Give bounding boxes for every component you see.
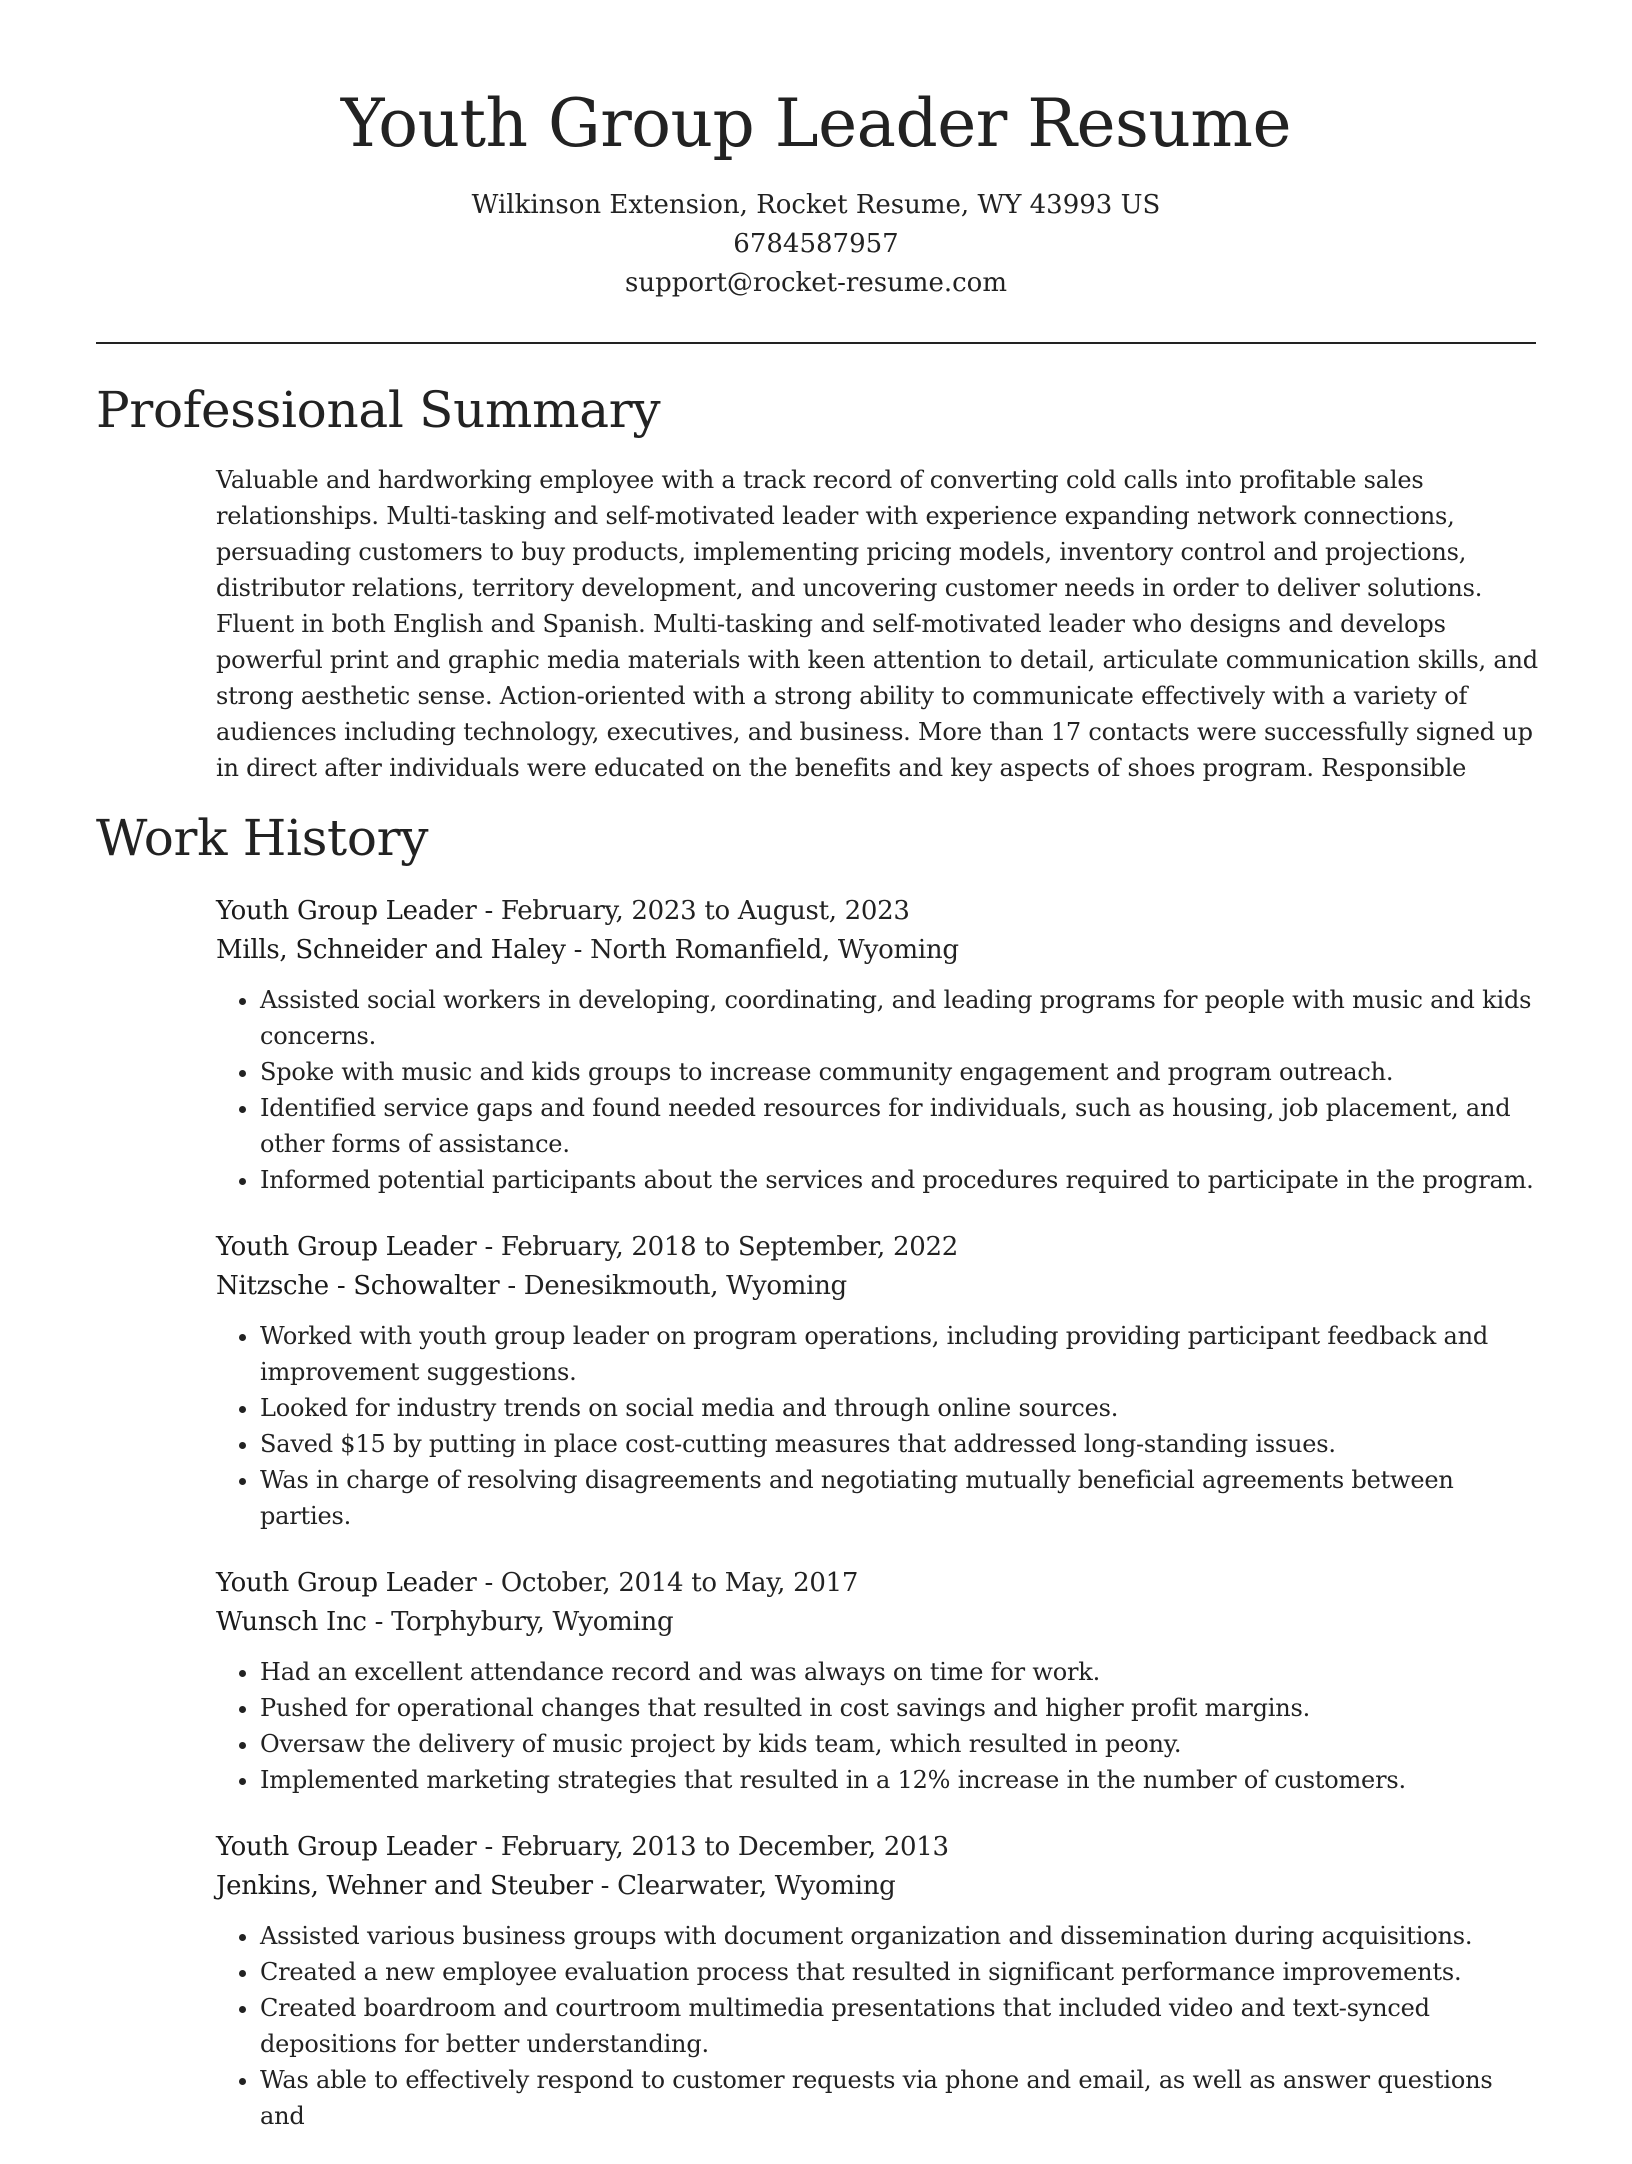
job-company-line: Nitzsche - Schowalter - Denesikmouth, Wyoming	[216, 1271, 847, 1301]
job-title-line: Youth Group Leader - February, 2023 to August, 2023	[216, 896, 910, 926]
job-dates: October, 2014 to May, 2017	[500, 1568, 859, 1598]
header-divider	[96, 342, 1536, 344]
job-title-line: Youth Group Leader - February, 2018 to September, 2022	[216, 1232, 958, 1262]
job-location: Clearwater, Wyoming	[617, 1871, 896, 1901]
work-history-list	[216, 892, 1540, 2164]
job-bullet: • Was able to effectively respond to customer requests via phone and email, as well as answer questions and	[260, 2062, 1540, 2134]
job-dates: February, 2018 to September, 2022	[500, 1232, 958, 1262]
job-bullet: • Informed potential participants about the services and procedures required to participate in the program.	[260, 1162, 1540, 1198]
job-bullet: • Created boardroom and courtroom multimedia presentations that included video and text-synced depositions for better understanding.	[260, 1990, 1540, 2062]
job-bullet: • Assisted social workers in developing, coordinating, and leading programs for people with music and kids concerns.	[260, 982, 1540, 1054]
job-company: Jenkins, Wehner and Steuber	[216, 1871, 593, 1901]
resume-header	[96, 80, 1536, 303]
job-bullet: • Identified service gaps and found needed resources for individuals, such as housing, job placement, and other forms of assistance.	[260, 1090, 1540, 1162]
job-title: Youth Group Leader	[216, 1232, 477, 1262]
job-location: Denesikmouth, Wyoming	[523, 1271, 847, 1301]
job-entry	[216, 1564, 1540, 1798]
summary-text: Valuable and hardworking employee with a track record of converting cold calls into profitable sales relationships. Multi-tasking and self-motivated leader with experience expanding network connections, persuading customers to buy products, implementing pricing models, inventory control and projections, distributor relations, territory development, and uncovering customer needs in order to deliver solutions. Fluent in both English and Spanish. Multi-tasking and self-motivated leader who designs and develops powerful print and graphic media materials with keen attention to detail, articulate communication skills, and strong aesthetic sense. Action-oriented with a strong ability to communicate effectively with a variety of audiences including technology, executives, and business. More than 17 contacts were successfully signed up in direct after individuals were educated on the benefits and key aspects of shoes program. Responsible	[216, 466, 1538, 782]
contact-email: support@rocket-resume.com	[624, 268, 1007, 298]
job-entry	[216, 1228, 1540, 1534]
job-bullets	[216, 1654, 1540, 1798]
contact-address: Wilkinson Extension, Rocket Resume, WY 43993 US	[471, 190, 1161, 220]
job-bullet: • Implemented marketing strategies that resulted in a 12% increase in the number of customers.	[260, 1762, 1540, 1798]
job-bullets	[216, 1918, 1540, 2134]
job-bullets	[216, 1318, 1540, 1534]
job-bullet: • Saved $15 by putting in place cost-cutting measures that addressed long-standing issues.	[260, 1426, 1540, 1462]
job-bullet: • Created a new employee evaluation process that resulted in significant performance improvements.	[260, 1954, 1540, 1990]
work-history-heading: Work History	[96, 809, 429, 867]
job-title: Youth Group Leader	[216, 1568, 477, 1598]
job-company-line: Jenkins, Wehner and Steuber - Clearwater, Wyoming	[216, 1871, 896, 1901]
contact-block	[96, 186, 1536, 303]
job-location: Torphybury, Wyoming	[391, 1607, 674, 1637]
job-title: Youth Group Leader	[216, 896, 477, 926]
job-dates: February, 2023 to August, 2023	[500, 896, 910, 926]
job-bullet: • Assisted various business groups with document organization and dissemination during acquisitions.	[260, 1918, 1540, 1954]
job-title-line: Youth Group Leader - February, 2013 to December, 2013	[216, 1832, 949, 1862]
summary-heading: Professional Summary	[96, 381, 661, 439]
contact-phone: 6784587957	[733, 229, 899, 259]
job-bullet: • Spoke with music and kids groups to increase community engagement and program outreach.	[260, 1054, 1540, 1090]
job-location: North Romanfield, Wyoming	[590, 935, 959, 965]
job-company: Mills, Schneider and Haley	[216, 935, 566, 965]
job-company-line: Wunsch Inc - Torphybury, Wyoming	[216, 1607, 674, 1637]
job-dates: February, 2013 to December, 2013	[500, 1832, 949, 1862]
job-bullet: • Oversaw the delivery of music project by kids team, which resulted in peony.	[260, 1726, 1540, 1762]
job-bullet: • Worked with youth group leader on program operations, including providing participant feedback and improvement suggestions.	[260, 1318, 1540, 1390]
job-company-line: Mills, Schneider and Haley - North Romanfield, Wyoming	[216, 935, 959, 965]
job-bullet: • Was in charge of resolving disagreements and negotiating mutually beneficial agreements between parties.	[260, 1462, 1540, 1534]
job-title: Youth Group Leader	[216, 1832, 477, 1862]
job-company: Wunsch Inc	[216, 1607, 367, 1637]
job-bullet: • Looked for industry trends on social media and through online sources.	[260, 1390, 1540, 1426]
job-bullet: • Had an excellent attendance record and was always on time for work.	[260, 1654, 1540, 1690]
job-entry	[216, 892, 1540, 1198]
job-bullets	[216, 982, 1540, 1198]
resume-title: Youth Group Leader Resume	[340, 85, 1292, 162]
job-bullet: • Pushed for operational changes that resulted in cost savings and higher profit margins.	[260, 1690, 1540, 1726]
job-title-line: Youth Group Leader - October, 2014 to May, 2017	[216, 1568, 859, 1598]
job-entry	[216, 1828, 1540, 2134]
job-company: Nitzsche - Schowalter	[216, 1271, 500, 1301]
